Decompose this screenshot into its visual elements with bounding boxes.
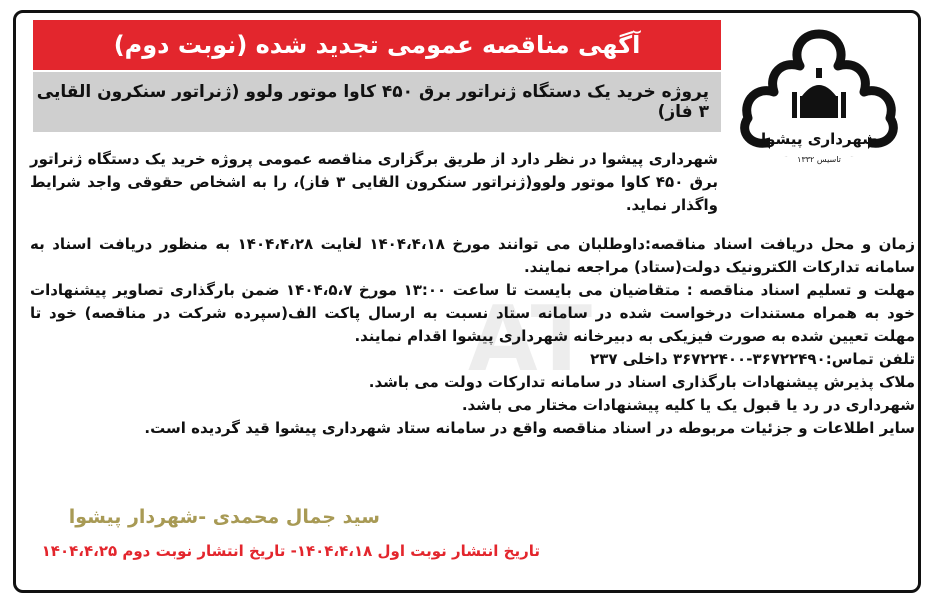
mayor-signature: سید جمال محمدی -شهردار پیشوا — [68, 506, 380, 528]
municipality-logo — [730, 22, 908, 172]
notice-subtitle-bar — [33, 72, 721, 132]
notice-details-block — [30, 233, 915, 440]
logo-established: تاسیس ۱۳۳۲ — [797, 155, 841, 164]
documents-receipt-paragraph: زمان و محل دریافت اسناد مناقصه:داوطلبان می توانند مورخ ۱۴۰۴،۴،۱۸ لغایت ۱۴۰۴،۴،۲۸ به منظور دریافت اسناد به سامانه تدارکات الکترونیک دولت(ستاد) مراجعه نمایند. — [30, 235, 915, 276]
notice-title-bar — [33, 20, 721, 70]
svg-text:AT: AT — [467, 287, 593, 392]
discretion-line: شهرداری در رد یا قبول یک یا کلیه پیشنهادات مختار می باشد. — [461, 396, 915, 414]
publication-dates: تاریخ انتشار نوبت اول ۱۴۰۴،۴،۱۸- تاریخ انتشار نوبت دوم ۱۴۰۴،۴،۲۵ — [41, 542, 540, 560]
notice-subtitle: پروژه خرید یک دستگاه ژنراتور برق ۴۵۰ کاوا موتور ولوو (ژنراتور سنکرون القایی ۳ فاز) — [36, 82, 709, 122]
logo-org-name: شهرداری پیشوا — [761, 130, 877, 148]
notice-intro-block — [30, 148, 718, 217]
other-info-line: سایر اطلاعات و جزئیات مربوطه در اسناد مناقصه واقع در سامانه ستاد شهرداری پیشوا قید گردیده است. — [144, 419, 915, 437]
intro-paragraph: شهرداری پیشوا در نظر دارد از طریق برگزاری مناقصه عمومی پروژه خرید یک دستگاه ژنراتور برق ۴۵۰ کاوا موتور ولوو(ژنراتور سنکرون القایی ۳ فاز)، را به اشخاص حقوقی واجد شرایط واگذار نماید. — [30, 150, 718, 214]
submission-deadline-paragraph: مهلت و تسلیم اسناد مناقصه : متقاضیان می بایست تا ساعت ۱۳:۰۰ مورخ ۱۴۰۴،۵،۷ ضمن بارگذاری تصاویر پیشنهادات خود به همراه مستندات درخواست شده در سامانه ستاد نسبت به ارسال پاکت الف(سپرده شرکت در مناقصه) خود تا مهلت تعیین شده به صورت فیزیکی به دبیرخانه شهرداری پیشوا اقدام نمایند. — [30, 281, 915, 345]
criteria-line: ملاک پذیرش پیشنهادات بارگذاری اسناد در سامانه تدارکات دولت می باشد. — [368, 373, 915, 391]
phone-line: تلفن تماس:۳۶۷۲۲۴۹۰-۳۶۷۲۲۴۰۰ داخلی ۲۳۷ — [590, 350, 915, 368]
notice-title: آگهی مناقصه عمومی تجدید شده (نوبت دوم) — [113, 31, 641, 59]
municipality-emblem-icon — [730, 22, 908, 172]
